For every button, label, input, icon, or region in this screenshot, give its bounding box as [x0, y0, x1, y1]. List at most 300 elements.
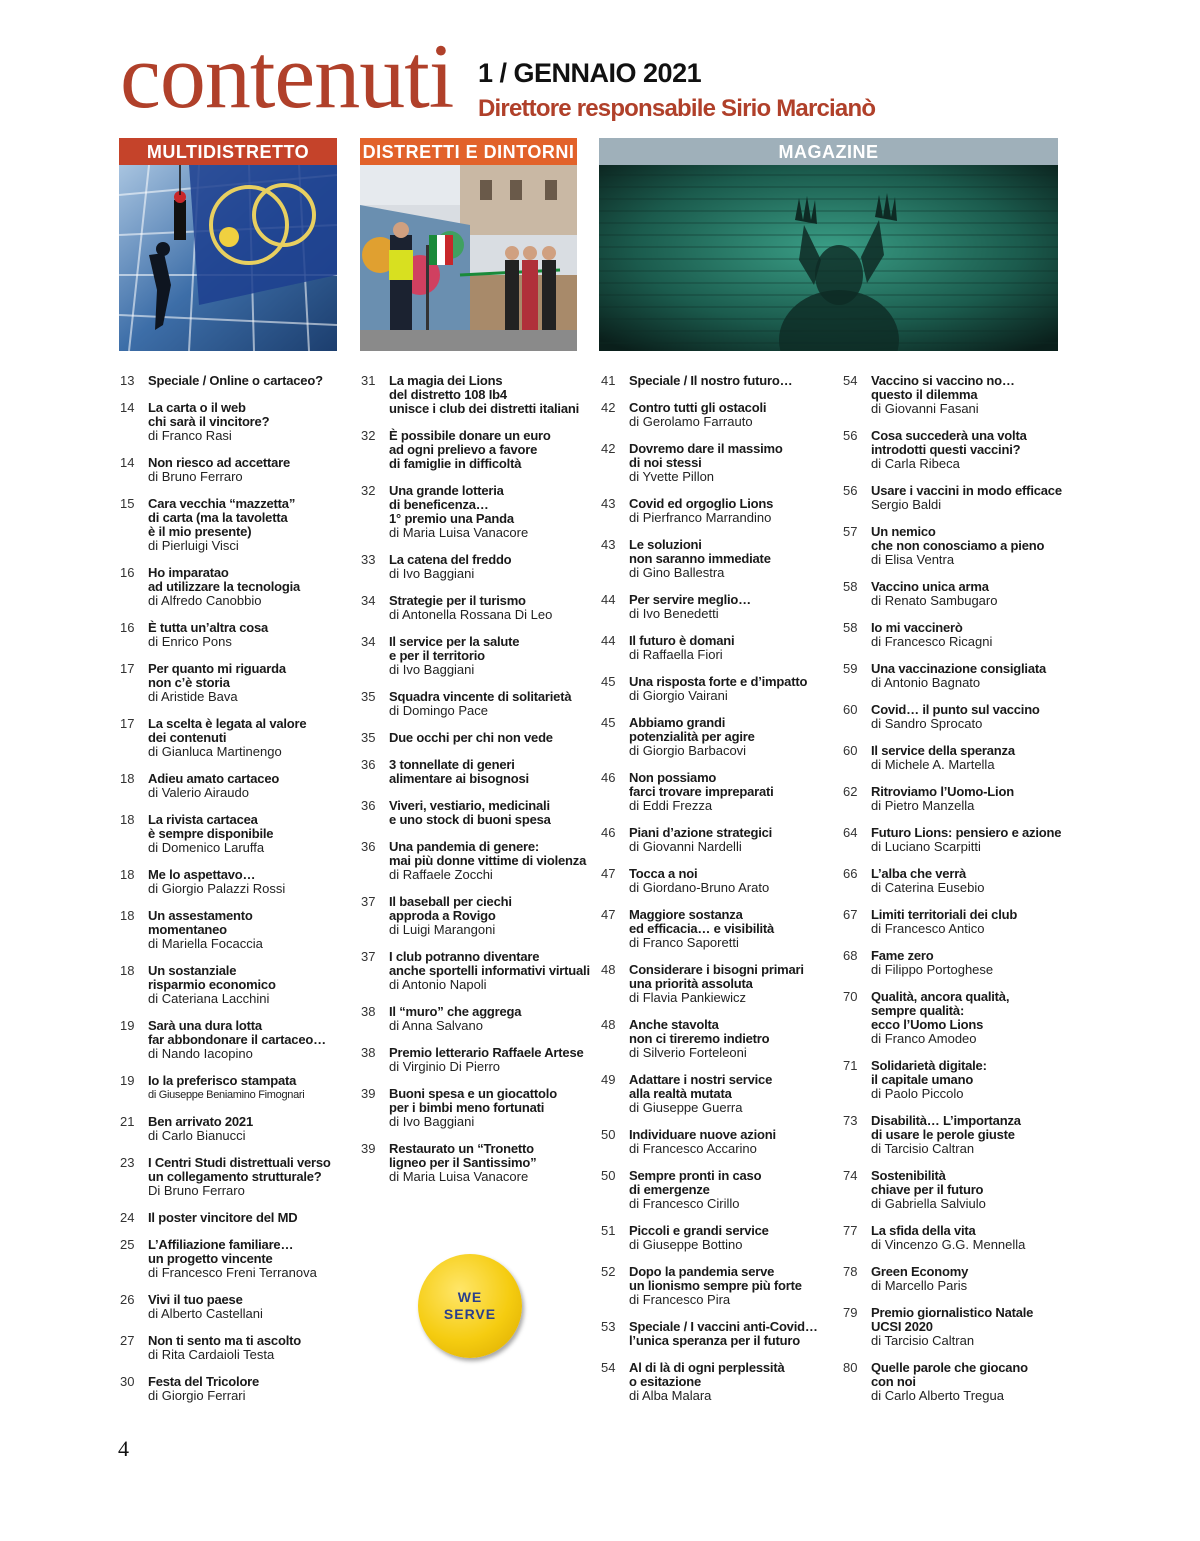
toc-page-number: 54 — [601, 1360, 616, 1375]
toc-author: di Francesco Pira — [629, 1292, 731, 1307]
toc-author: di Pierluigi Visci — [148, 538, 239, 553]
toc-page-number: 58 — [843, 620, 858, 635]
toc-entry[interactable] — [601, 675, 833, 703]
toc-author: di Gino Ballestra — [629, 565, 725, 580]
toc-title: Io mi vaccinerò — [871, 620, 963, 635]
toc-author: di Flavia Pankiewicz — [629, 990, 747, 1005]
toc-page-number: 44 — [601, 592, 616, 607]
toc-entry[interactable] — [843, 949, 1083, 977]
toc-entry[interactable] — [601, 374, 833, 388]
toc-title: Ho imparatao ad utilizzare la tecnologia — [148, 565, 301, 594]
toc-entry[interactable] — [120, 1238, 350, 1280]
toc-page-number: 39 — [361, 1086, 376, 1101]
toc-entry[interactable] — [120, 964, 350, 1006]
toc-author: di Tarcisio Caltran — [871, 1141, 975, 1156]
toc-entry[interactable] — [601, 1265, 833, 1307]
toc-page-number: 18 — [120, 771, 135, 786]
toc-title: La magia dei Lions del distretto 108 Ib4 unisce i club dei distretti italiani — [389, 373, 580, 416]
distretti-photo — [360, 165, 577, 351]
toc-entry[interactable] — [843, 1361, 1083, 1403]
toc-page-number: 34 — [361, 634, 376, 649]
toc-entry[interactable] — [601, 1169, 833, 1211]
toc-page-number: 53 — [601, 1319, 616, 1334]
toc-author: di Gianluca Martinengo — [148, 744, 282, 759]
toc-page-number: 35 — [361, 730, 376, 745]
toc-page-number: 39 — [361, 1141, 376, 1156]
toc-author: di Carlo Bianucci — [148, 1128, 246, 1143]
toc-page-number: 31 — [361, 373, 376, 388]
toc-page-number: 16 — [120, 620, 135, 635]
toc-entry[interactable] — [843, 1059, 1083, 1101]
we-serve-badge — [418, 1254, 522, 1358]
badge-line-2: SERVE — [443, 1306, 497, 1322]
toc-page-number: 18 — [120, 812, 135, 827]
toc-title: Per servire meglio… — [629, 592, 751, 607]
toc-entry[interactable] — [843, 1169, 1083, 1211]
toc-entry[interactable] — [601, 442, 833, 484]
toc-title: Individuare nuove azioni — [629, 1127, 776, 1142]
toc-title: Disabilità… L’importanza di usare le perole giuste — [871, 1113, 1021, 1142]
toc-page-number: 19 — [120, 1073, 135, 1088]
toc-page-number: 21 — [120, 1114, 135, 1129]
toc-author: di Francesco Ricagni — [871, 634, 993, 649]
toc-author: di Valerio Airaudo — [148, 785, 249, 800]
toc-author: di Gerolamo Farrauto — [629, 414, 753, 429]
toc-entry[interactable] — [601, 716, 833, 758]
section-header-distretti: DISTRETTI E DINTORNI — [360, 138, 577, 165]
toc-title: La scelta è legata al valore dei contenuti — [148, 716, 307, 745]
toc-title: L’Affiliazione familiare… un progetto vincente — [148, 1237, 294, 1266]
toc-author: di Ivo Baggiani — [389, 662, 475, 677]
toc-author: di Antonio Bagnato — [871, 675, 981, 690]
toc-title: Il “muro” che aggrega — [389, 1004, 522, 1019]
toc-title: Ben arrivato 2021 — [148, 1114, 253, 1129]
toc-entry[interactable] — [843, 1265, 1083, 1293]
magazine-photo — [599, 165, 1058, 351]
toc-page-number: 67 — [843, 907, 858, 922]
toc-entry[interactable] — [361, 1087, 591, 1129]
toc-title: Premio giornalistico Natale UCSI 2020 — [871, 1305, 1034, 1334]
toc-title: Covid ed orgoglio Lions — [629, 496, 774, 511]
toc-page-number: 52 — [601, 1264, 616, 1279]
toc-author: di Ivo Baggiani — [389, 1114, 475, 1129]
toc-entry[interactable] — [601, 1073, 833, 1115]
toc-author: di Ivo Baggiani — [389, 566, 475, 581]
toc-title: L’alba che verrà — [871, 866, 967, 881]
toc-title: Squadra vincente di solitarietà — [389, 689, 572, 704]
toc-entry[interactable] — [120, 497, 350, 553]
toc-entry[interactable] — [361, 1142, 591, 1184]
toc-entry[interactable] — [601, 634, 833, 662]
toc-author: di Marcello Paris — [871, 1278, 968, 1293]
toc-page-number: 80 — [843, 1360, 858, 1375]
toc-entry[interactable] — [843, 744, 1083, 772]
toc-author: di Alba Malara — [629, 1388, 712, 1403]
toc-author: di Luigi Marangoni — [389, 922, 496, 937]
toc-title: La rivista cartacea è sempre disponibile — [148, 812, 274, 841]
toc-page-number: 47 — [601, 866, 616, 881]
toc-author: di Franco Rasi — [148, 428, 232, 443]
toc-page-number: 34 — [361, 593, 376, 608]
toc-entry[interactable] — [361, 1046, 591, 1074]
toc-entry[interactable] — [120, 1019, 350, 1061]
toc-page-number: 70 — [843, 989, 858, 1004]
toc-title: Sostenibilità chiave per il futuro — [871, 1168, 984, 1197]
toc-author: di Virginio Di Pierro — [389, 1059, 501, 1074]
toc-title: Una pandemia di genere: mai più donne vittime di violenza — [389, 839, 587, 868]
toc-entry[interactable] — [120, 772, 350, 800]
toc-title: Sempre pronti in caso di emergenze — [629, 1168, 762, 1197]
toc-entry[interactable] — [843, 908, 1083, 936]
toc-author: di Yvette Pillon — [629, 469, 715, 484]
toc-author: di Pietro Manzella — [871, 798, 975, 813]
toc-page-number: 24 — [120, 1210, 135, 1225]
toc-page-number: 14 — [120, 400, 135, 415]
toc-page-number: 42 — [601, 400, 616, 415]
toc-title: Una vaccinazione consigliata — [871, 661, 1047, 676]
toc-entry[interactable] — [843, 785, 1083, 813]
toc-title: Limiti territoriali dei club — [871, 907, 1018, 922]
toc-title: 3 tonnellate di generi alimentare ai bisognosi — [389, 757, 529, 786]
toc-entry[interactable] — [361, 758, 591, 786]
badge-line-1: WE — [457, 1289, 483, 1305]
toc-author: di Tarcisio Caltran — [871, 1333, 975, 1348]
toc-entry[interactable] — [120, 1115, 350, 1143]
toc-page-number: 54 — [843, 373, 858, 388]
toc-page-number: 17 — [120, 661, 135, 676]
toc-page-number: 37 — [361, 894, 376, 909]
toc-page-number: 38 — [361, 1004, 376, 1019]
multidistretto-photo — [119, 165, 337, 351]
toc-entry[interactable] — [601, 1224, 833, 1252]
toc-entry[interactable] — [601, 1018, 833, 1060]
toc-title: Non riesco ad accettare — [148, 455, 291, 470]
toc-author: di Francesco Accarino — [629, 1141, 757, 1156]
toc-author: Di Bruno Ferraro — [148, 1183, 245, 1198]
toc-entry[interactable] — [120, 621, 350, 649]
toc-author: di Filippo Portoghese — [871, 962, 994, 977]
toc-author: di Pierfranco Marrandino — [629, 510, 772, 525]
toc-title: Usare i vaccini in modo efficace — [871, 483, 1062, 498]
toc-page-number: 56 — [843, 428, 858, 443]
toc-entry[interactable] — [361, 1005, 591, 1033]
page-number: 4 — [118, 1436, 129, 1461]
toc-page-number: 23 — [120, 1155, 135, 1170]
toc-author: di Domingo Pace — [389, 703, 488, 718]
toc-entry[interactable] — [843, 1114, 1083, 1156]
toc-entry[interactable] — [843, 429, 1083, 471]
toc-page-number: 47 — [601, 907, 616, 922]
toc-author: di Antonio Napoli — [389, 977, 487, 992]
toc-entry[interactable] — [843, 1306, 1083, 1348]
toc-author: di Franco Amodeo — [871, 1031, 977, 1046]
toc-author: di Vincenzo G.G. Mennella — [871, 1237, 1026, 1252]
toc-page-number: 73 — [843, 1113, 858, 1128]
toc-page-number: 35 — [361, 689, 376, 704]
toc-entry[interactable] — [601, 401, 833, 429]
toc-entry[interactable] — [361, 731, 591, 745]
toc-title: Al di là di ogni perplessità o esitazione — [629, 1360, 785, 1389]
toc-entry[interactable] — [843, 1224, 1083, 1252]
toc-page-number: 17 — [120, 716, 135, 731]
toc-author: di Alfredo Canobbio — [148, 593, 262, 608]
toc-page-number: 43 — [601, 496, 616, 511]
toc-title: Dovremo dare il massimo di noi stessi — [629, 441, 783, 470]
toc-page-number: 32 — [361, 428, 376, 443]
toc-author: di Ivo Benedetti — [629, 606, 719, 621]
toc-entry[interactable] — [361, 799, 591, 827]
toc-author: di Francesco Freni Terranova — [148, 1265, 317, 1280]
toc-author: di Bruno Ferraro — [148, 469, 243, 484]
toc-author: di Antonella Rossana Di Leo — [389, 607, 553, 622]
toc-title: Un sostanziale risparmio economico — [148, 963, 276, 992]
toc-title: Cosa succederà una volta introdotti questi vaccini? — [871, 428, 1027, 457]
toc-title: Il service per la salute e per il territorio — [389, 634, 520, 663]
toc-page-number: 32 — [361, 483, 376, 498]
toc-title: I Centri Studi distrettuali verso un collegamento strutturale? — [148, 1155, 331, 1184]
section-multidistretto — [119, 138, 337, 351]
toc-page-number: 18 — [120, 908, 135, 923]
toc-entry[interactable] — [361, 484, 591, 540]
toc-entry[interactable] — [843, 990, 1083, 1046]
toc-entry[interactable] — [120, 909, 350, 951]
toc-author: di Enrico Pons — [148, 634, 232, 649]
toc-entry[interactable] — [361, 950, 591, 992]
toc-entry[interactable] — [361, 374, 591, 416]
toc-title: La catena del freddo — [389, 552, 512, 567]
toc-entry[interactable] — [120, 374, 350, 388]
toc-title: Due occhi per chi non vede — [389, 730, 553, 745]
toc-entry[interactable] — [120, 1375, 350, 1403]
toc-author: di Silverio Forteleoni — [629, 1045, 747, 1060]
toc-page-number: 33 — [361, 552, 376, 567]
toc-entry[interactable] — [120, 868, 350, 896]
toc-title: Covid… il punto sul vaccino — [871, 702, 1040, 717]
toc-author: di Caterina Eusebio — [871, 880, 985, 895]
toc-page-number: 46 — [601, 825, 616, 840]
toc-entry[interactable] — [843, 525, 1083, 567]
toc-page-number: 49 — [601, 1072, 616, 1087]
toc-title: Un nemico che non conosciamo a pieno — [871, 524, 1045, 553]
toc-page-number: 66 — [843, 866, 858, 881]
toc-title: Cara vecchia “mazzetta” di carta (ma la tavoletta è il mio presente) — [148, 496, 296, 539]
toc-title: Piccoli e grandi service — [629, 1223, 769, 1238]
toc-page-number: 19 — [120, 1018, 135, 1033]
toc-entry[interactable] — [361, 553, 591, 581]
toc-title: Contro tutti gli ostacoli — [629, 400, 767, 415]
toc-page-number: 36 — [361, 798, 376, 813]
toc-title: Buoni spesa e un giocattolo per i bimbi meno fortunati — [389, 1086, 557, 1115]
toc-column-3 — [601, 374, 833, 1416]
toc-entry[interactable] — [361, 895, 591, 937]
toc-page-number: 59 — [843, 661, 858, 676]
toc-author: di Giorgio Vairani — [629, 688, 728, 703]
toc-page-number: 62 — [843, 784, 858, 799]
toc-entry[interactable] — [843, 662, 1083, 690]
toc-page-number: 18 — [120, 867, 135, 882]
toc-title: Premio letterario Raffaele Artese — [389, 1045, 584, 1060]
toc-entry[interactable] — [843, 580, 1083, 608]
toc-author: di Maria Luisa Vanacore — [389, 1169, 529, 1184]
toc-author: di Maria Luisa Vanacore — [389, 525, 529, 540]
toc-author: di Giovanni Fasani — [871, 401, 979, 416]
toc-page-number: 43 — [601, 537, 616, 552]
toc-author: di Francesco Antico — [871, 921, 985, 936]
toc-page-number: 44 — [601, 633, 616, 648]
toc-author: di Raffaele Zocchi — [389, 867, 493, 882]
toc-page-number: 56 — [843, 483, 858, 498]
toc-page-number: 60 — [843, 702, 858, 717]
toc-author: di Francesco Cirillo — [629, 1196, 740, 1211]
toc-entry[interactable] — [361, 429, 591, 471]
toc-title: Abbiamo grandi potenzialità per agire — [629, 715, 755, 744]
toc-title: Restaurato un “Tronetto ligneo per il Santissimo” — [389, 1141, 537, 1170]
toc-title: È tutta un’altra cosa — [148, 620, 269, 635]
toc-title: Speciale / Online o cartaceo? — [148, 373, 323, 388]
issue-date: 1 / GENNAIO 2021 — [478, 58, 702, 88]
toc-entry[interactable] — [120, 456, 350, 484]
toc-title: Vivi il tuo paese — [148, 1292, 243, 1307]
toc-title: Anche stavolta non ci tireremo indietro — [629, 1017, 770, 1046]
toc-author: di Domenico Laruffa — [148, 840, 265, 855]
toc-entry[interactable] — [120, 1156, 350, 1198]
toc-page-number: 18 — [120, 963, 135, 978]
toc-title: Ritroviamo l’Uomo-Lion — [871, 784, 1014, 799]
toc-author: di Eddi Frezza — [629, 798, 713, 813]
toc-author: di Elisa Ventra — [871, 552, 955, 567]
toc-page-number: 26 — [120, 1292, 135, 1307]
toc-author: di Luciano Scarpitti — [871, 839, 981, 854]
toc-title: Un assestamento momentaneo — [148, 908, 253, 937]
toc-page-number: 36 — [361, 839, 376, 854]
toc-entry[interactable] — [120, 401, 350, 443]
toc-author: di Carla Ribeca — [871, 456, 960, 471]
toc-page-number: 30 — [120, 1374, 135, 1389]
toc-page-number: 15 — [120, 496, 135, 511]
toc-entry[interactable] — [843, 484, 1083, 512]
toc-page-number: 77 — [843, 1223, 858, 1238]
toc-title: Quelle parole che giocano con noi — [871, 1360, 1028, 1389]
toc-page-number: 58 — [843, 579, 858, 594]
toc-entry[interactable] — [120, 717, 350, 759]
toc-author: Sergio Baldi — [871, 497, 942, 512]
toc-entry[interactable] — [601, 1361, 833, 1403]
section-header-multidistretto: MULTIDISTRETTO — [119, 138, 337, 165]
toc-title: Tocca a noi — [629, 866, 698, 881]
toc-page-number: 16 — [120, 565, 135, 580]
toc-entry[interactable] — [601, 908, 833, 950]
toc-title: Dopo la pandemia serve un lionismo sempre più forte — [629, 1264, 802, 1293]
toc-entry[interactable] — [601, 1320, 833, 1348]
toc-page-number: 45 — [601, 715, 616, 730]
toc-page-number: 51 — [601, 1223, 616, 1238]
toc-author: di Giorgio Ferrari — [148, 1388, 246, 1403]
toc-title: Maggiore sostanza ed efficacia… e visibilità — [629, 907, 775, 936]
toc-page-number: 25 — [120, 1237, 135, 1252]
toc-entry[interactable] — [120, 813, 350, 855]
toc-entry[interactable] — [120, 1211, 350, 1225]
toc-entry[interactable] — [843, 703, 1083, 731]
toc-page-number: 79 — [843, 1305, 858, 1320]
toc-author: di Cateriana Lacchini — [148, 991, 270, 1006]
toc-title: La carta o il web chi sarà il vincitore? — [148, 400, 270, 429]
toc-entry[interactable] — [601, 867, 833, 895]
toc-entry[interactable] — [601, 826, 833, 854]
toc-title: Non ti sento ma ti ascolto — [148, 1333, 301, 1348]
toc-entry[interactable] — [601, 538, 833, 580]
toc-page-number: 45 — [601, 674, 616, 689]
toc-entry[interactable] — [843, 826, 1083, 854]
toc-entry[interactable] — [843, 374, 1083, 416]
toc-title: Il futuro è domani — [629, 633, 735, 648]
toc-entry[interactable] — [120, 1293, 350, 1321]
toc-entry[interactable] — [120, 662, 350, 704]
toc-entry[interactable] — [120, 566, 350, 608]
toc-page-number: 50 — [601, 1168, 616, 1183]
toc-page-number: 41 — [601, 373, 616, 388]
toc-title: Sarà una dura lotta far abbondonare il cartaceo… — [148, 1018, 326, 1047]
toc-page-number: 13 — [120, 373, 135, 388]
toc-page-number: 78 — [843, 1264, 858, 1279]
toc-title: Adieu amato cartaceo — [148, 771, 280, 786]
toc-page-number: 48 — [601, 962, 616, 977]
toc-title: Qualità, ancora qualità, sempre qualità: ecco l’Uomo Lions — [871, 989, 1010, 1032]
toc-author: di Giuseppe Beniamino Fimognari — [148, 1089, 305, 1101]
toc-title: Piani d’azione strategici — [629, 825, 773, 840]
toc-title: Strategie per il turismo — [389, 593, 526, 608]
director-line: Direttore responsabile Sirio Marcianò — [478, 95, 876, 122]
toc-title: Io la preferisco stampata — [148, 1073, 297, 1088]
toc-entry[interactable] — [601, 497, 833, 525]
toc-author: di Raffaella Fiori — [629, 647, 723, 662]
toc-page-number: 48 — [601, 1017, 616, 1032]
toc-title: Per quanto mi riguarda non c’è storia — [148, 661, 286, 690]
toc-entry[interactable] — [361, 594, 591, 622]
toc-entry[interactable] — [601, 771, 833, 813]
toc-entry[interactable] — [601, 1128, 833, 1156]
toc-column-4 — [843, 374, 1083, 1416]
toc-entry[interactable] — [843, 621, 1083, 649]
toc-title: Non possiamo farci trovare impreparati — [629, 770, 774, 799]
toc-entry[interactable] — [361, 690, 591, 718]
toc-page-number: 60 — [843, 743, 858, 758]
toc-page-number: 57 — [843, 524, 858, 539]
toc-entry[interactable] — [843, 867, 1083, 895]
toc-title: Adattare i nostri service alla realtà mutata — [629, 1072, 773, 1101]
toc-author: di Alberto Castellani — [148, 1306, 263, 1321]
toc-entry[interactable] — [120, 1074, 350, 1102]
toc-entry[interactable] — [120, 1334, 350, 1362]
toc-author: di Giovanni Nardelli — [629, 839, 742, 854]
toc-author: di Carlo Alberto Tregua — [871, 1388, 1004, 1403]
toc-entry[interactable] — [361, 635, 591, 677]
toc-author: di Giuseppe Bottino — [629, 1237, 743, 1252]
toc-author: di Paolo Piccolo — [871, 1086, 964, 1101]
toc-title: Speciale / I vaccini anti-Covid… l’unica speranza per il futuro — [629, 1319, 818, 1348]
toc-entry[interactable] — [601, 963, 833, 1005]
toc-entry[interactable] — [601, 593, 833, 621]
section-magazine — [599, 138, 1058, 351]
toc-page-number: 64 — [843, 825, 858, 840]
toc-author: di Nando Iacopino — [148, 1046, 253, 1061]
section-distretti — [360, 138, 577, 351]
toc-title: Considerare i bisogni primari una priorità assoluta — [629, 962, 804, 991]
toc-author: di Giordano-Bruno Arato — [629, 880, 770, 895]
toc-author: di Gabriella Salviulo — [871, 1196, 986, 1211]
toc-entry[interactable] — [361, 840, 591, 882]
toc-title: La sfida della vita — [871, 1223, 976, 1238]
toc-page-number: 50 — [601, 1127, 616, 1142]
